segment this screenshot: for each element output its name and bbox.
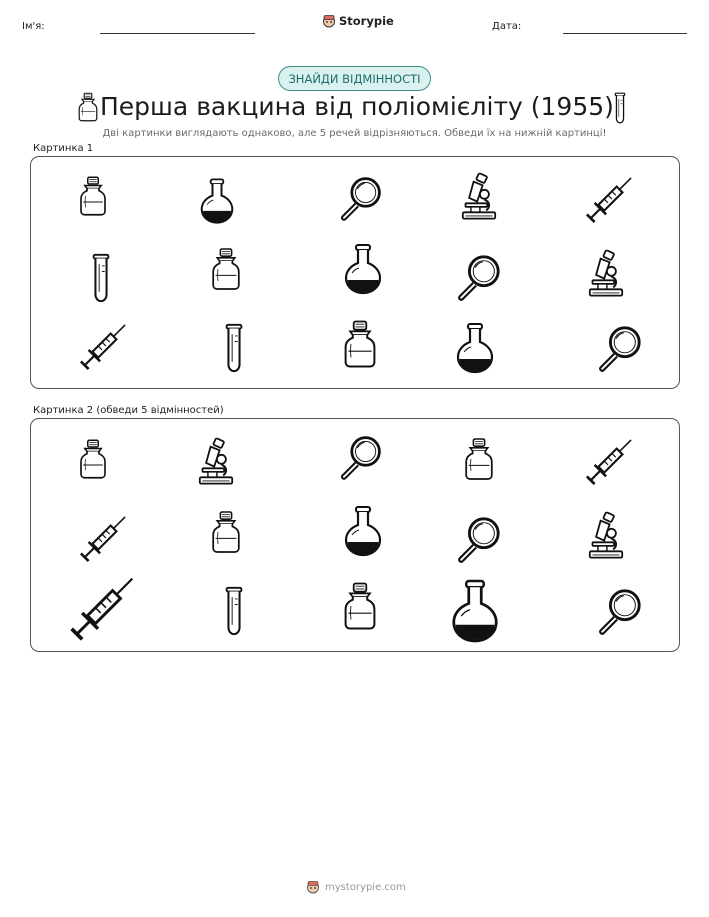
test-tube-icon (224, 323, 244, 373)
brand-logo (322, 14, 394, 28)
magnifier-icon[interactable] (337, 434, 385, 480)
bottle-icon[interactable] (342, 581, 378, 631)
page-title: Перша вакцина від поліомієліту (1955) (100, 92, 614, 121)
flask-icon[interactable] (450, 577, 500, 645)
microscope-icon (461, 172, 497, 222)
flask-icon (199, 177, 235, 225)
syringe-icon[interactable] (79, 515, 127, 563)
date-label: Дата: (492, 21, 522, 32)
flask-icon (343, 243, 383, 295)
instructions: Дві картинки виглядають однаково, але 5 речей відрізняються. Обведи їх на нижній картинці! (102, 128, 607, 139)
flask-icon (455, 322, 495, 374)
microscope-icon (588, 249, 624, 299)
syringe-icon (585, 176, 633, 224)
picture1-label: Картинка 1 (33, 143, 94, 154)
bottle-icon (210, 244, 242, 294)
microscope-icon[interactable] (198, 436, 234, 488)
footer (306, 880, 406, 894)
magnifier-icon (596, 324, 644, 372)
spot-difference-badge: ЗНАЙДИ ВІДМІННОСТІ (278, 66, 431, 91)
syringe-icon[interactable] (68, 576, 136, 642)
magnifier-icon (337, 175, 385, 221)
footer-url[interactable]: mystorypie.com (325, 881, 406, 893)
bottle-icon (342, 319, 378, 369)
syringe-icon (79, 323, 127, 371)
test-tube-icon (91, 253, 111, 303)
bottle-icon (77, 92, 99, 126)
brand-name: Storypie (339, 14, 394, 28)
bottle-icon[interactable] (210, 507, 242, 557)
name-label: Ім'я: (22, 21, 45, 32)
date-line[interactable] (563, 33, 687, 34)
storypie-mascot-icon (306, 880, 320, 894)
magnifier-icon (455, 253, 503, 301)
picture2-label: Картинка 2 (обведи 5 відмінностей) (33, 405, 224, 416)
syringe-icon[interactable] (585, 438, 633, 486)
bottle-icon[interactable] (463, 434, 495, 484)
name-line[interactable] (100, 33, 255, 34)
test-tube-icon[interactable] (224, 586, 244, 636)
bottle-icon (78, 173, 108, 219)
magnifier-icon[interactable] (596, 587, 644, 635)
bottle-icon[interactable] (78, 435, 108, 483)
storypie-mascot-icon (322, 14, 336, 28)
test-tube-icon (613, 92, 627, 128)
microscope-icon[interactable] (588, 511, 624, 561)
magnifier-icon[interactable] (455, 515, 503, 563)
flask-icon[interactable] (343, 505, 383, 557)
